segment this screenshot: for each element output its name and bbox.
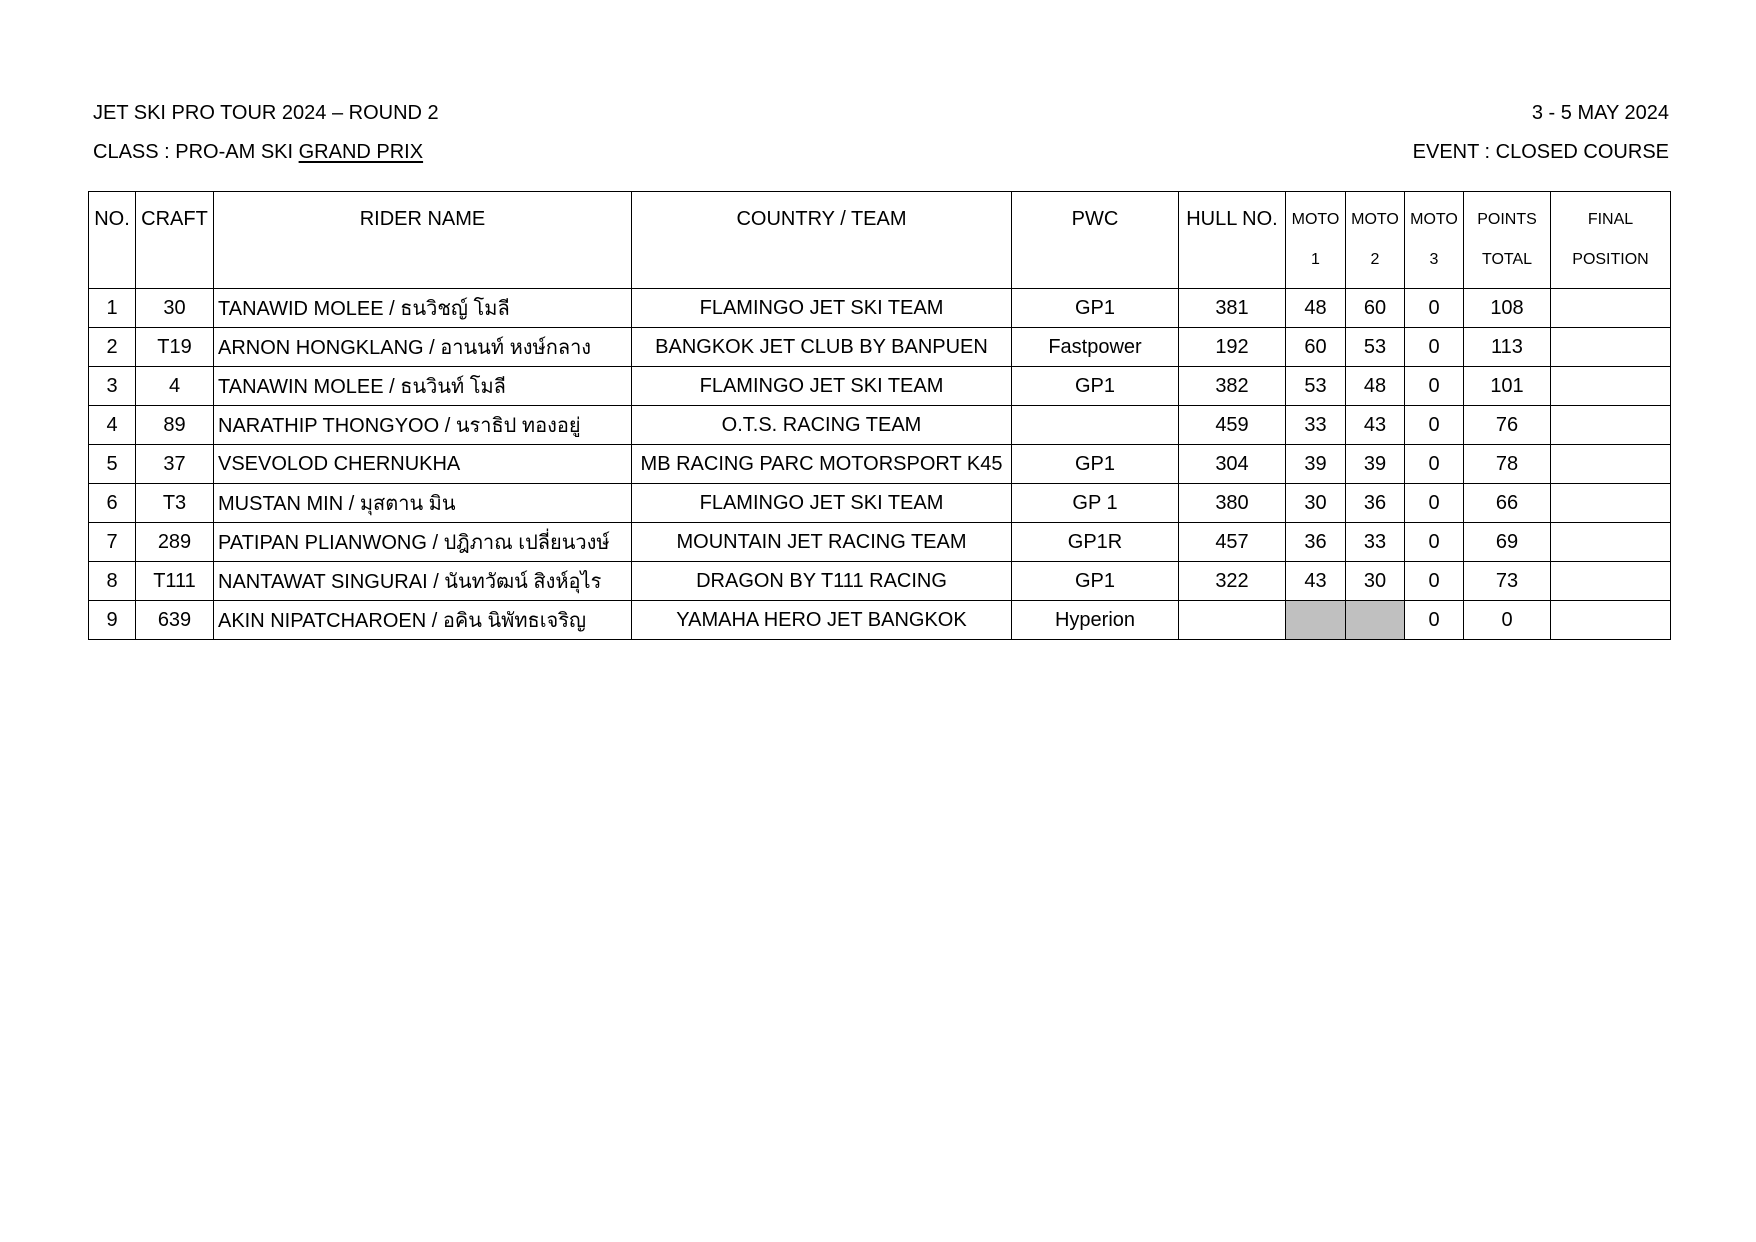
cell-moto-2 xyxy=(1346,601,1405,640)
cell-team: FLAMINGO JET SKI TEAM xyxy=(632,484,1012,523)
cell-craft: T111 xyxy=(136,562,214,601)
cell-pwc: GP1 xyxy=(1012,562,1179,601)
col-rider-name: RIDER NAME xyxy=(214,192,632,289)
cell-pwc: Fastpower xyxy=(1012,328,1179,367)
cell-hull-no: 459 xyxy=(1179,406,1286,445)
cell-hull-no: 304 xyxy=(1179,445,1286,484)
cell-final-position xyxy=(1551,289,1671,328)
col-craft: CRAFT xyxy=(136,192,214,289)
cell-moto-3: 0 xyxy=(1405,328,1464,367)
cell-hull-no xyxy=(1179,601,1286,640)
cell-moto-3: 0 xyxy=(1405,523,1464,562)
cell-points-total: 69 xyxy=(1464,523,1551,562)
cell-final-position xyxy=(1551,328,1671,367)
cell-rider-name: TANAWIN MOLEE / ธนวินท์ โมลี xyxy=(214,367,632,406)
col-final-position xyxy=(1551,192,1671,289)
cell-no: 5 xyxy=(89,445,136,484)
col-moto-3 xyxy=(1405,192,1464,289)
cell-rider-name: TANAWID MOLEE / ธนวิชญ์ โมลี xyxy=(214,289,632,328)
cell-pwc: GP1R xyxy=(1012,523,1179,562)
cell-no: 7 xyxy=(89,523,136,562)
col-moto-2-label: MOTO xyxy=(1351,211,1399,228)
col-country-team: COUNTRY / TEAM xyxy=(632,192,1012,289)
col-hull-no: HULL NO. xyxy=(1179,192,1286,289)
cell-team: FLAMINGO JET SKI TEAM xyxy=(632,289,1012,328)
col-pwc: PWC xyxy=(1012,192,1179,289)
cell-points-total: 73 xyxy=(1464,562,1551,601)
cell-moto-1: 30 xyxy=(1286,484,1346,523)
col-moto-3-label: MOTO xyxy=(1410,211,1458,228)
cell-moto-1: 36 xyxy=(1286,523,1346,562)
class-label xyxy=(93,140,423,164)
cell-pwc: GP1 xyxy=(1012,367,1179,406)
cell-hull-no: 382 xyxy=(1179,367,1286,406)
cell-rider-name: ARNON HONGKLANG / อานนท์ หงษ์กลาง xyxy=(214,328,632,367)
col-no: NO. xyxy=(89,192,136,289)
cell-hull-no: 457 xyxy=(1179,523,1286,562)
cell-craft: 639 xyxy=(136,601,214,640)
class-name: GRAND PRIX xyxy=(298,141,424,163)
cell-no: 9 xyxy=(89,601,136,640)
cell-team: O.T.S. RACING TEAM xyxy=(632,406,1012,445)
table-header xyxy=(89,192,1671,289)
cell-points-total: 66 xyxy=(1464,484,1551,523)
table-row xyxy=(89,289,1671,328)
cell-moto-1: 60 xyxy=(1286,328,1346,367)
cell-no: 3 xyxy=(89,367,136,406)
cell-rider-name: AKIN NIPATCHAROEN / อคิน นิพัทธเจริญ xyxy=(214,601,632,640)
table-row xyxy=(89,562,1671,601)
cell-moto-1: 43 xyxy=(1286,562,1346,601)
results-table xyxy=(88,191,1671,640)
cell-moto-1: 39 xyxy=(1286,445,1346,484)
col-moto-1-label: MOTO xyxy=(1291,211,1340,228)
cell-moto-1 xyxy=(1286,601,1346,640)
cell-final-position xyxy=(1551,523,1671,562)
cell-team: YAMAHA HERO JET BANGKOK xyxy=(632,601,1012,640)
col-points-total xyxy=(1464,192,1551,289)
cell-hull-no: 192 xyxy=(1179,328,1286,367)
cell-moto-2: 53 xyxy=(1346,328,1405,367)
cell-final-position xyxy=(1551,562,1671,601)
event-type: EVENT : CLOSED COURSE xyxy=(1412,141,1669,163)
cell-team: BANGKOK JET CLUB BY BANPUEN xyxy=(632,328,1012,367)
cell-points-total: 78 xyxy=(1464,445,1551,484)
cell-moto-1: 33 xyxy=(1286,406,1346,445)
cell-no: 4 xyxy=(89,406,136,445)
cell-team: MB RACING PARC MOTORSPORT K45 xyxy=(632,445,1012,484)
cell-hull-no: 322 xyxy=(1179,562,1286,601)
table-row xyxy=(89,367,1671,406)
cell-final-position xyxy=(1551,484,1671,523)
cell-points-total: 108 xyxy=(1464,289,1551,328)
cell-moto-3: 0 xyxy=(1405,367,1464,406)
col-final-label: FINAL xyxy=(1587,211,1634,228)
cell-moto-1: 48 xyxy=(1286,289,1346,328)
cell-rider-name: NARATHIP THONGYOO / นราธิป ทองอยู่ xyxy=(214,406,632,445)
cell-team: MOUNTAIN JET RACING TEAM xyxy=(632,523,1012,562)
cell-craft: 4 xyxy=(136,367,214,406)
cell-moto-2: 30 xyxy=(1346,562,1405,601)
col-moto-2-number: 2 xyxy=(1370,251,1380,268)
cell-pwc: GP1 xyxy=(1012,445,1179,484)
cell-craft: T19 xyxy=(136,328,214,367)
cell-final-position xyxy=(1551,367,1671,406)
cell-moto-3: 0 xyxy=(1405,562,1464,601)
cell-points-total: 101 xyxy=(1464,367,1551,406)
cell-moto-2: 43 xyxy=(1346,406,1405,445)
cell-hull-no: 381 xyxy=(1179,289,1286,328)
cell-no: 1 xyxy=(89,289,136,328)
table-row xyxy=(89,484,1671,523)
cell-no: 2 xyxy=(89,328,136,367)
table-body xyxy=(89,289,1671,640)
cell-final-position xyxy=(1551,406,1671,445)
document-title: JET SKI PRO TOUR 2024 – ROUND 2 xyxy=(93,102,439,124)
cell-team: FLAMINGO JET SKI TEAM xyxy=(632,367,1012,406)
cell-moto-1: 53 xyxy=(1286,367,1346,406)
cell-pwc xyxy=(1012,406,1179,445)
cell-rider-name: PATIPAN PLIANWONG / ปฎิภาณ เปลี่ยนวงษ์ xyxy=(214,523,632,562)
cell-moto-3: 0 xyxy=(1405,601,1464,640)
col-moto-1-number: 1 xyxy=(1311,251,1320,268)
cell-moto-3: 0 xyxy=(1405,484,1464,523)
cell-craft: 30 xyxy=(136,289,214,328)
cell-rider-name: MUSTAN MIN / มุสตาน มิน xyxy=(214,484,632,523)
cell-points-total: 76 xyxy=(1464,406,1551,445)
cell-craft: T3 xyxy=(136,484,214,523)
cell-pwc: Hyperion xyxy=(1012,601,1179,640)
cell-team: DRAGON BY T111 RACING xyxy=(632,562,1012,601)
table-row xyxy=(89,328,1671,367)
col-moto-3-number: 3 xyxy=(1429,251,1439,268)
cell-moto-2: 60 xyxy=(1346,289,1405,328)
cell-craft: 89 xyxy=(136,406,214,445)
cell-rider-name: VSEVOLOD CHERNUKHA xyxy=(214,445,632,484)
cell-pwc: GP 1 xyxy=(1012,484,1179,523)
cell-moto-2: 36 xyxy=(1346,484,1405,523)
cell-moto-2: 39 xyxy=(1346,445,1405,484)
col-moto-2 xyxy=(1346,192,1405,289)
cell-craft: 289 xyxy=(136,523,214,562)
event-dates: 3 - 5 MAY 2024 xyxy=(1531,102,1669,124)
cell-moto-3: 0 xyxy=(1405,445,1464,484)
cell-no: 8 xyxy=(89,562,136,601)
cell-points-total: 113 xyxy=(1464,328,1551,367)
table-row xyxy=(89,406,1671,445)
cell-moto-3: 0 xyxy=(1405,406,1464,445)
col-position-label: POSITION xyxy=(1572,251,1649,268)
cell-moto-2: 48 xyxy=(1346,367,1405,406)
table-row xyxy=(89,601,1671,640)
cell-no: 6 xyxy=(89,484,136,523)
table-row xyxy=(89,445,1671,484)
cell-craft: 37 xyxy=(136,445,214,484)
cell-points-total: 0 xyxy=(1464,601,1551,640)
class-prefix: CLASS : PRO-AM SKI xyxy=(93,141,299,163)
col-total-label: TOTAL xyxy=(1481,251,1533,268)
cell-moto-3: 0 xyxy=(1405,289,1464,328)
col-moto-1 xyxy=(1286,192,1346,289)
cell-final-position xyxy=(1551,445,1671,484)
cell-final-position xyxy=(1551,601,1671,640)
cell-pwc: GP1 xyxy=(1012,289,1179,328)
table-row xyxy=(89,523,1671,562)
cell-hull-no: 380 xyxy=(1179,484,1286,523)
cell-rider-name: NANTAWAT SINGURAI / นันทวัฒน์ สิงห์อุไร xyxy=(214,562,632,601)
cell-moto-2: 33 xyxy=(1346,523,1405,562)
col-points-label: POINTS xyxy=(1477,211,1537,228)
